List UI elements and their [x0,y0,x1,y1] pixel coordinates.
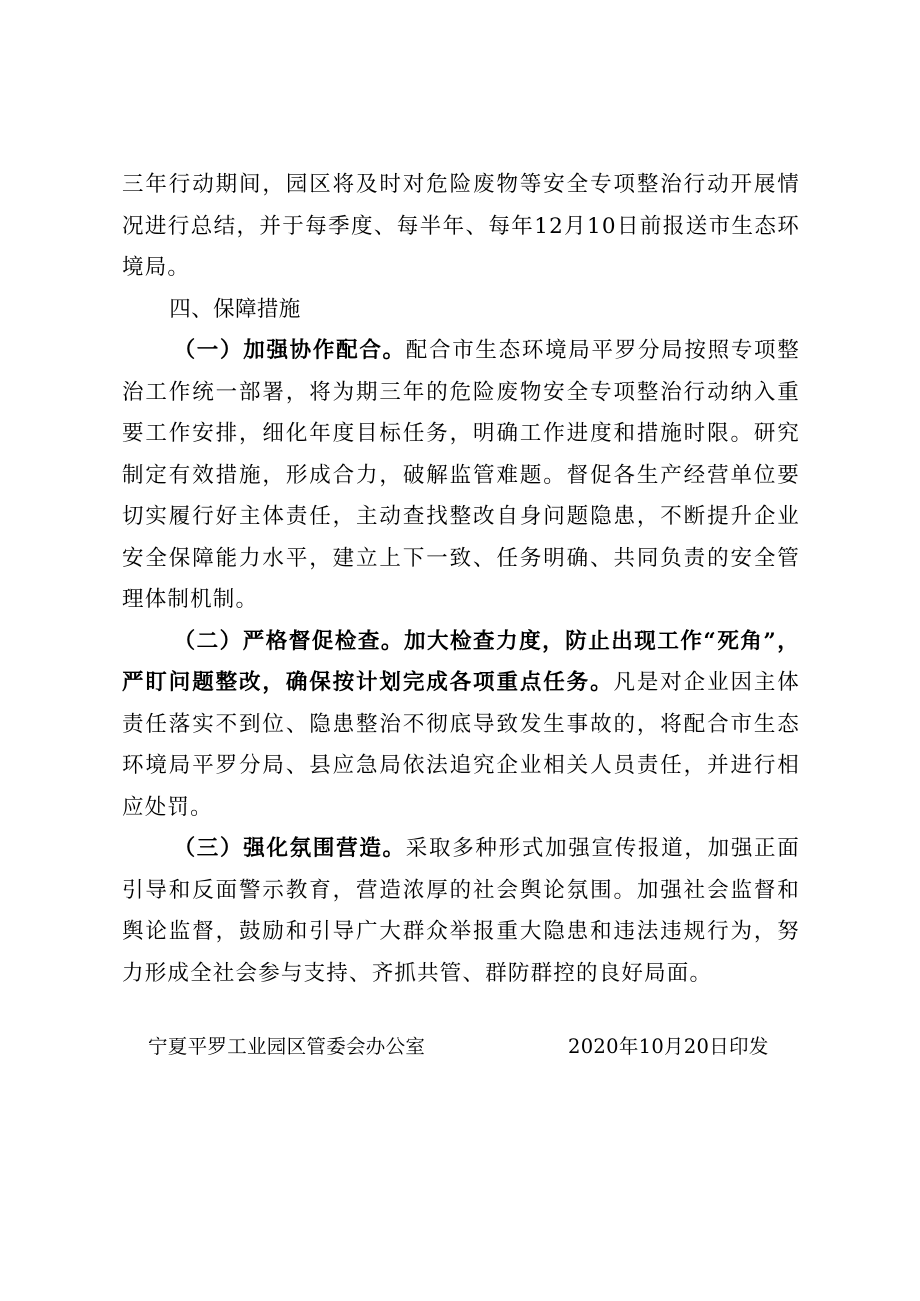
issuer-name: 宁夏平罗工业园区管委会办公室 [148,1035,426,1058]
issue-date: 2020年10月20日印发 [568,1035,769,1058]
measure-heading-2: （二）严格督促检查。加大检查力度，防止出现工作“死角”，严盯问题整改，确保按计划完成各项重点任务。 [122,628,800,695]
measure-text-1: 配合市生态环境局平罗分局按照专项整治工作统一部署，将为期三年的危险废物安全专项整治行动纳入重要工作安排，细化年度目标任务，明确工作进度和措施时限。研究制定有效措施，形成合力，破解监管难题。督促各生产经营单位要切实履行好主体责任，主动查找整改自身问题隐患，不断提升企业安全保障能力水平，建立上下一致、任务明确、共同负责的安全管理体制机制。 [122,338,800,612]
document-footer [148,1035,788,1065]
measure-text-2: 凡是对企业因主体责任落实不到位、隐患整治不彻底导致发生事故的，将配合市生态环境局平罗分局、县应急局依法追究企业相关人员责任，并进行相应处罚。 [122,670,800,820]
measure-text-3: 采取多种形式加强宣传报道，加强正面引导和反面警示教育，营造浓厚的社会舆论氛围。加强社会监督和舆论监督，鼓励和引导广大群众举报重大隐患和违法违规行为，努力形成全社会参与支持、齐抓共管、群防群控的良好局面。 [122,836,800,986]
document-body [122,164,800,994]
measure-paragraph-3 [122,828,800,994]
summary-paragraph: 三年行动期间，园区将及时对危险废物等安全专项整治行动开展情况进行总结，并于每季度、每半年、每年12月10日前报送市生态环境局。 [122,172,800,280]
measure-heading-3: （三）强化氛围营造。 [173,836,406,861]
measure-heading-1: （一）加强协作配合。 [173,338,406,363]
measure-paragraph-1 [122,330,800,621]
measure-paragraph-2 [122,621,800,829]
section-heading: 四、保障措施 [169,296,301,322]
